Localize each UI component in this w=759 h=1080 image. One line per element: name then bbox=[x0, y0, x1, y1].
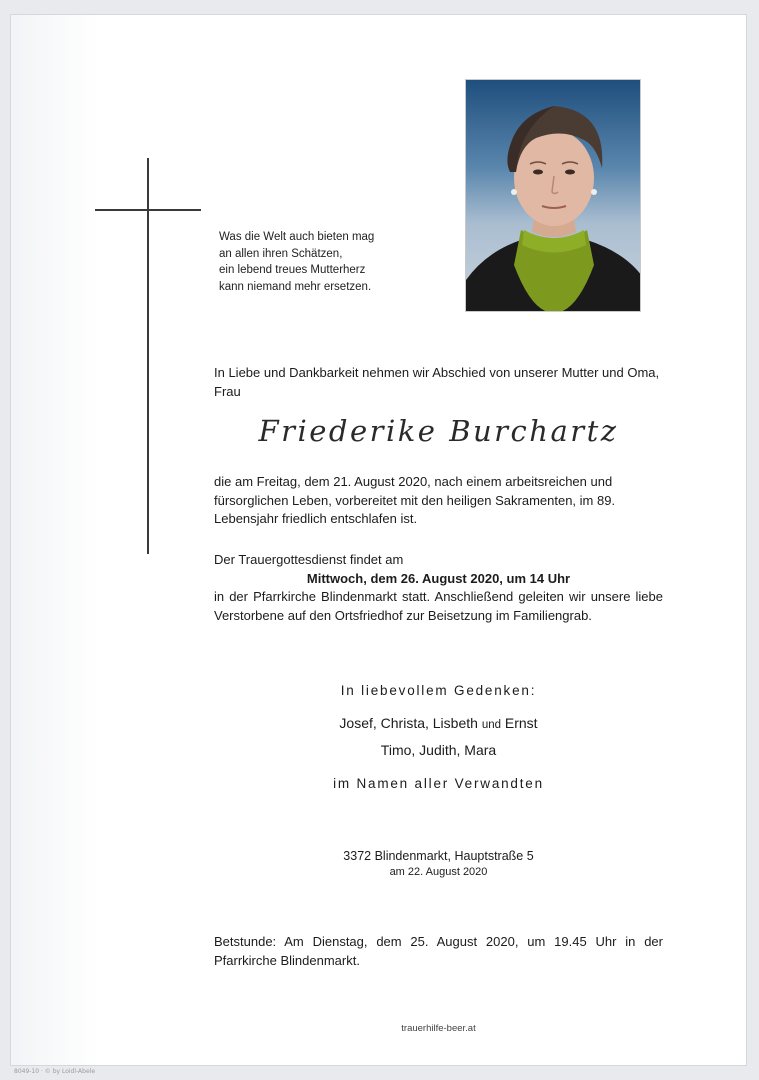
funeral-intro: Der Trauergottesdienst findet am bbox=[214, 552, 404, 567]
website-link[interactable]: trauerhilfe-beer.at bbox=[401, 1023, 476, 1034]
mourner-names: Ernst bbox=[504, 715, 538, 731]
portrait-photo bbox=[465, 79, 641, 312]
mourners-line-2: Timo, Judith, Mara bbox=[380, 742, 497, 758]
funeral-date-time: Mittwoch, dem 26. August 2020, um 14 Uhr bbox=[306, 570, 571, 586]
passing-text: die am Freitag, dem 21. August 2020, nach einem arbeitsreichen und fürsorglichen Leben, vorbereitet mit den heiligen Sakramenten, im 89. Lebensjahr friedlich entschlafen ist. bbox=[214, 474, 616, 526]
funeral-notice bbox=[214, 551, 663, 625]
relatives-line: im Namen aller Verwandten bbox=[333, 776, 544, 791]
verse-line: kann niemand mehr ersetzen. bbox=[219, 280, 372, 293]
memorial-verse bbox=[219, 229, 429, 295]
gedenken-heading: In liebevollem Gedenken: bbox=[340, 683, 537, 698]
footer-code: 8049-10 · © by Loidl-Abele bbox=[14, 1068, 96, 1075]
mourners-line-1 bbox=[214, 715, 663, 731]
deceased-name: Friederike Burchartz bbox=[258, 414, 619, 448]
funeral-details: in der Pfarrkirche Blindenmarkt statt. Anschließend geleiten wir unsere liebe Verstorbene auf den Ortsfriedhof zur Beisetzung im Familiengrab. bbox=[214, 589, 663, 623]
prayer-hour-text: Betstunde: Am Dienstag, dem 25. August 2020, um 19.45 Uhr in der Pfarrkirche Blindenmarkt. bbox=[214, 934, 663, 968]
verse-line: Was die Welt auch bieten mag bbox=[219, 231, 375, 243]
mourner-names: Josef, Christa, Lisbeth bbox=[339, 715, 478, 731]
address: 3372 Blindenmarkt, Hauptstraße 5 bbox=[343, 849, 534, 863]
intro-text: In Liebe und Dankbarkeit nehmen wir Abschied von unserer Mutter und Oma, Frau bbox=[214, 365, 660, 399]
notice-date: am 22. August 2020 bbox=[389, 866, 488, 878]
verse-line: an allen ihren Schätzen, bbox=[219, 247, 343, 260]
verse-line: ein lebend treues Mutterherz bbox=[219, 264, 366, 276]
conjunction: und bbox=[481, 719, 501, 731]
cross-horizontal-bar bbox=[95, 209, 201, 211]
cross-vertical-bar bbox=[147, 158, 149, 554]
